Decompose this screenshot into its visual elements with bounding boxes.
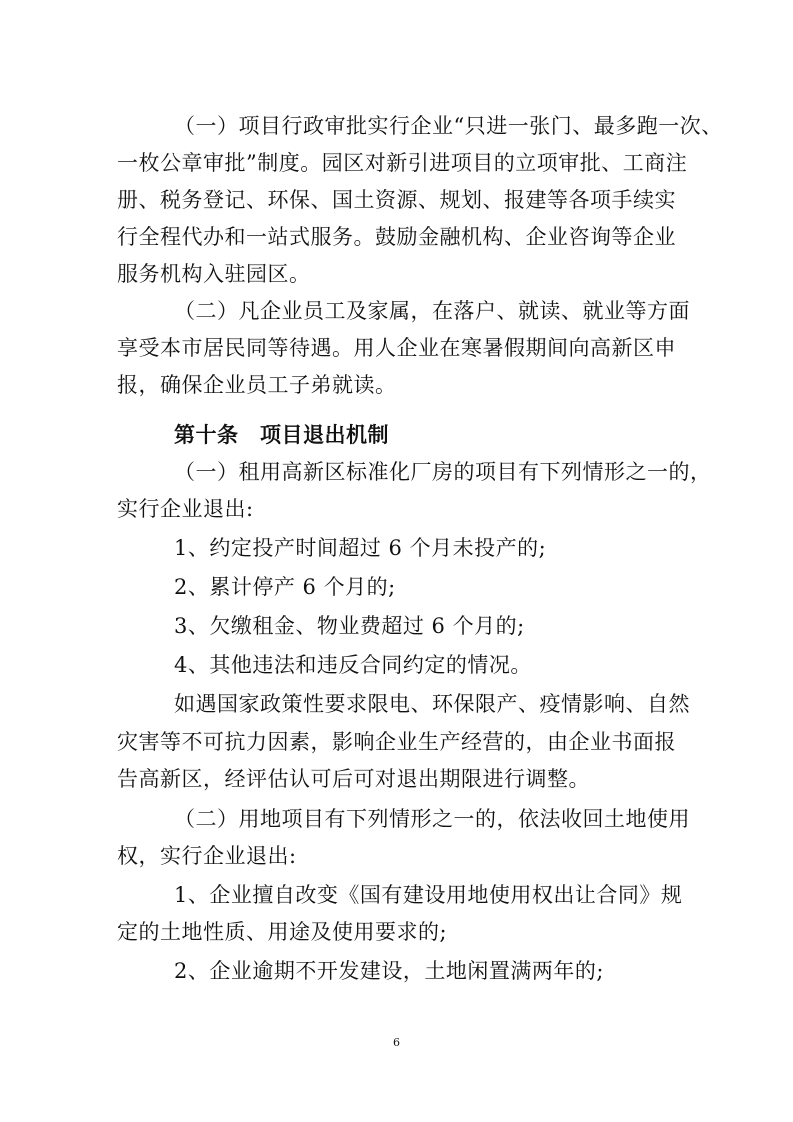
text-line-8: 报，确保企业员工子弟就读。: [117, 373, 397, 397]
text-line-17: 灾害等不可抗力因素，影响企业生产经营的，由企业书面报: [117, 730, 676, 754]
text-line-7: 享受本市居民同等待遇。用人企业在寒暑假期间向高新区申: [117, 336, 676, 360]
text-line-21: 1、企业擅自改变《国有建设用地使用权出让合同》规: [174, 883, 683, 907]
text-line-6: （二）凡企业员工及家属，在落户、就读、就业等方面: [174, 299, 690, 323]
text-line-12: 1、约定投产时间超过 6 个月未投产的;: [174, 536, 547, 560]
text-line-22: 定的土地性质、用途及使用要求的;: [117, 920, 448, 944]
text-line-3: 册、税务登记、环保、国土资源、规划、报建等各项手续实: [117, 188, 676, 212]
text-line-1: （一）项目行政审批实行企业“只进一张门、最多跑一次、: [174, 114, 723, 138]
text-line-23: 2、企业逾期不开发建设，土地闲置满两年的;: [174, 959, 604, 983]
text-line-5: 服务机构入驻园区。: [117, 262, 311, 286]
text-line-10: （一）租用高新区标准化厂房的项目有下列情形之一的，: [174, 460, 712, 484]
text-line-4: 行全程代办和一站式服务。鼓励金融机构、企业咨询等企业: [117, 225, 676, 249]
text-line-19: （二）用地项目有下列情形之一的，依法收回土地使用: [174, 807, 690, 831]
text-line-18: 告高新区，经评估认可后可对退出期限进行调整。: [117, 767, 590, 791]
page-number: 6: [393, 1036, 400, 1049]
text-line-14: 3、欠缴租金、物业费超过 6 个月的;: [174, 614, 525, 638]
text-line-2: 一枚公章审批”制度。园区对新引进项目的立项审批、工商注: [117, 151, 688, 175]
text-line-16: 如遇国家政策性要求限电、环保限产、疫情影响、自然: [174, 692, 690, 716]
text-line-15: 4、其他违法和违反合同约定的情况。: [174, 653, 532, 677]
text-line-11: 实行企业退出:: [117, 497, 254, 521]
text-line-20: 权，实行企业退出:: [117, 844, 297, 868]
section-heading: 第十条 项目退出机制: [174, 422, 389, 447]
text-line-13: 2、累计停产 6 个月的;: [174, 575, 396, 599]
